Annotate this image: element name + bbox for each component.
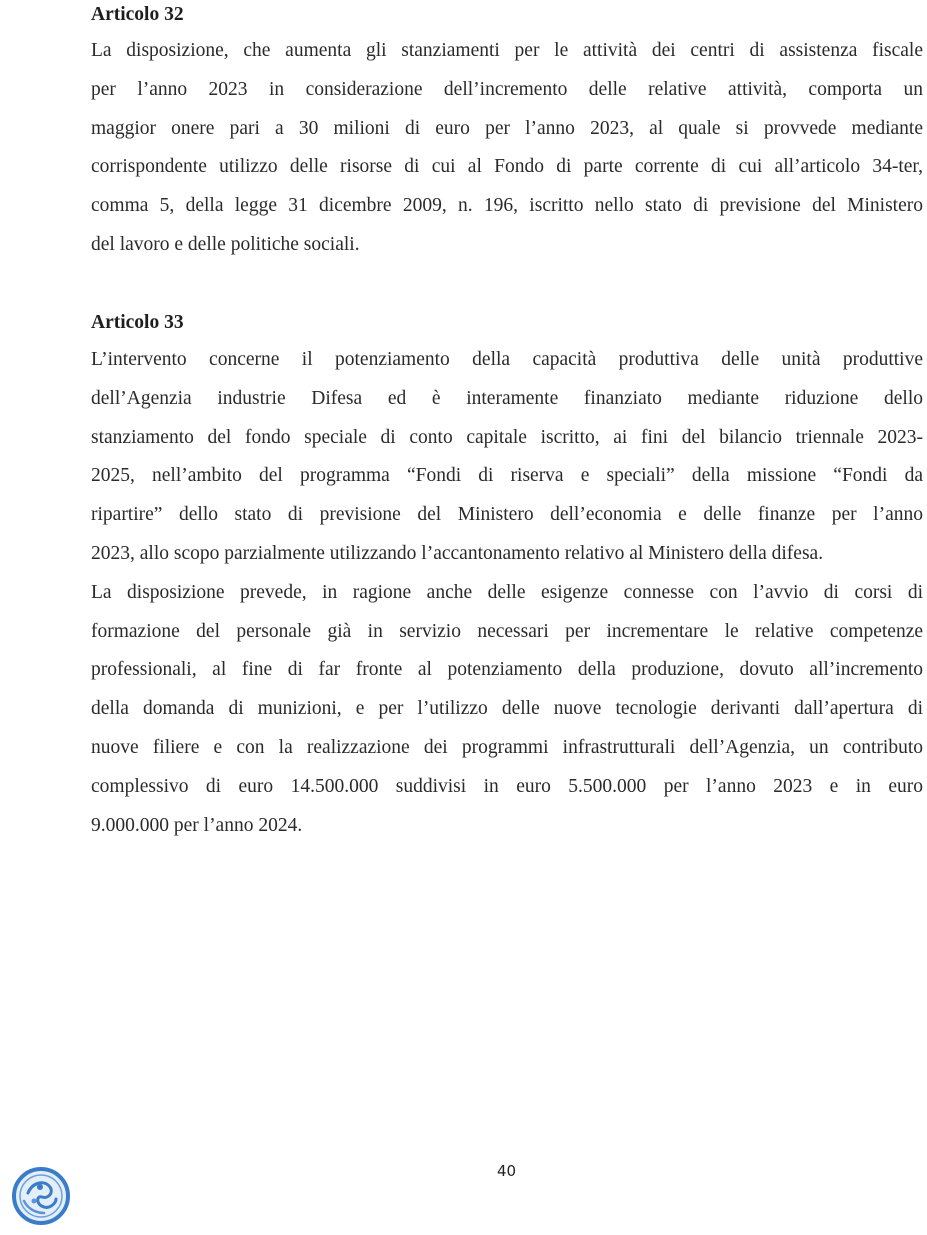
article-33-body	[91, 341, 923, 845]
article-33-heading: Articolo 33	[91, 312, 184, 333]
text-line: formazione del personale già in servizio necessari per incrementare le relative competenze	[91, 620, 923, 642]
text-line: La disposizione prevede, in ragione anche delle esigenze connesse con l’avvio di corsi di	[91, 581, 923, 603]
circular-emblem-logo-icon	[10, 1165, 72, 1227]
text-line: corrispondente utilizzo delle risorse di cui al Fondo di parte corrente di cui all’articolo 34-ter,	[91, 156, 923, 178]
text-line: del lavoro e delle politiche sociali.	[91, 233, 360, 255]
text-line: La disposizione, che aumenta gli stanziamenti per le attività dei centri di assistenza fiscale	[91, 40, 923, 61]
text-line: ripartire” dello stato di previsione del Ministero dell’economia e delle finanze per l’anno	[91, 504, 923, 526]
text-line: professionali, al fine di far fronte al potenziamento della produzione, dovuto all’incremento	[91, 659, 923, 681]
text-line: dell’Agenzia industrie Difesa ed è interamente finanziato mediante riduzione dello	[91, 387, 923, 409]
text-line: 9.000.000 per l’anno 2024.	[91, 814, 303, 836]
text-line: 2025, nell’ambito del programma “Fondi di riserva e speciali” della missione “Fondi da	[91, 465, 923, 487]
text-line: complessivo di euro 14.500.000 suddivisi in euro 5.500.000 per l’anno 2023 e in euro	[91, 775, 923, 797]
text-line: nuove filiere e con la realizzazione dei programmi infrastrutturali dell’Agenzia, un contributo	[91, 736, 923, 758]
text-line: della domanda di munizioni, e per l’utilizzo delle nuove tecnologie derivanti dall’apertura di	[91, 698, 923, 720]
text-line: comma 5, della legge 31 dicembre 2009, n. 196, iscritto nello stato di previsione del Ministero	[91, 195, 923, 217]
text-line: stanziamento del fondo speciale di conto capitale iscritto, ai fini del bilancio triennale 2023-	[91, 426, 923, 448]
article-32-heading: Articolo 32	[91, 4, 184, 25]
text-line: L’intervento concerne il potenziamento della capacità produttiva delle unità produttive	[91, 349, 923, 370]
article-32-body	[91, 32, 923, 265]
page-number: 40	[497, 1162, 517, 1180]
text-line: per l’anno 2023 in considerazione dell’incremento delle relative attività, comporta un	[91, 78, 923, 100]
text-line: 2023, allo scopo parzialmente utilizzando l’accantonamento relativo al Ministero della difesa.	[91, 542, 824, 564]
text-line: maggior onere pari a 30 milioni di euro per l’anno 2023, al quale si provvede mediante	[91, 117, 923, 139]
